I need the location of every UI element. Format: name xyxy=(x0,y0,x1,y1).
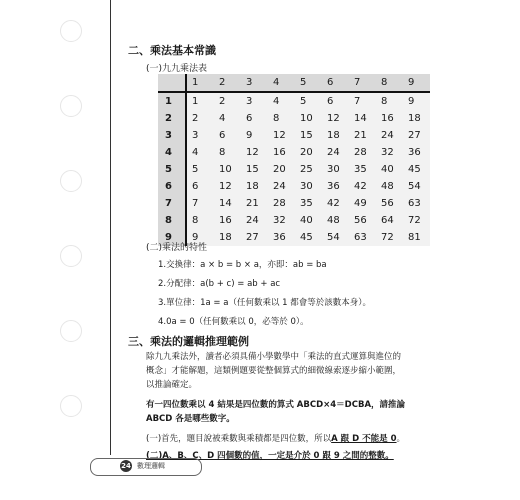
table-cell: 45 xyxy=(295,229,322,246)
table-cell: 14 xyxy=(214,195,241,212)
property-item: 4.0a = 0（任何數乘以 0，必等於 0）。 xyxy=(158,317,309,327)
table-cell: 54 xyxy=(403,178,430,195)
paragraph-line: 除九九乘法外，讀者必須具備小學數學中「乘法的直式運算與進位的 xyxy=(146,352,402,362)
margin-rule xyxy=(110,0,111,455)
table-cell: 4 xyxy=(214,110,241,127)
table-cell: 24 xyxy=(268,178,295,195)
margin-decoration xyxy=(60,95,82,117)
table-cell: 1 xyxy=(186,92,214,110)
table-row xyxy=(158,195,430,212)
table-cell: 63 xyxy=(403,195,430,212)
table-column-header: 9 xyxy=(403,74,430,92)
table-row-header: 7 xyxy=(158,195,186,212)
table-cell: 7 xyxy=(186,195,214,212)
table-row-header: 3 xyxy=(158,127,186,144)
table-header-row xyxy=(158,74,430,92)
table-cell: 56 xyxy=(349,212,376,229)
table-cell: 8 xyxy=(268,110,295,127)
table-cell: 81 xyxy=(403,229,430,246)
table-cell: 6 xyxy=(214,127,241,144)
property-item: 1.交換律：a × b = b × a，亦即：ab = ba xyxy=(158,260,327,270)
table-cell: 4 xyxy=(186,144,214,161)
table-cell: 12 xyxy=(268,127,295,144)
table-cell: 12 xyxy=(214,178,241,195)
table-cell: 36 xyxy=(268,229,295,246)
table-row-header: 4 xyxy=(158,144,186,161)
table-cell: 3 xyxy=(186,127,214,144)
table-cell: 8 xyxy=(186,212,214,229)
property-item: 3.單位律：1a = a（任何數乘以 1 都會等於該數本身）。 xyxy=(158,298,372,308)
table-cell: 8 xyxy=(214,144,241,161)
page-number: 24 xyxy=(121,462,131,470)
table-column-header: 4 xyxy=(268,74,295,92)
paragraph-line: 概念」才能解題，這類例題要從整個算式的細微線索逐步縮小範圍， xyxy=(146,366,402,376)
table-cell: 28 xyxy=(268,195,295,212)
table-cell: 15 xyxy=(241,161,268,178)
table-column-header: 6 xyxy=(322,74,349,92)
table-cell: 6 xyxy=(186,178,214,195)
table-cell: 24 xyxy=(376,127,403,144)
table-row xyxy=(158,127,430,144)
problem-statement-line: 有一四位數乘以 4 結果是四位數的算式 ABCD×4＝DCBA，請推論 xyxy=(146,400,406,410)
margin-decoration xyxy=(60,20,82,42)
table-cell: 36 xyxy=(322,178,349,195)
table-cell: 16 xyxy=(376,110,403,127)
step-one-end: 。 xyxy=(396,434,406,444)
table-cell: 21 xyxy=(349,127,376,144)
table-cell: 54 xyxy=(322,229,349,246)
table-cell: 48 xyxy=(322,212,349,229)
table-column-header: 8 xyxy=(376,74,403,92)
section-heading: 三、乘法的邏輯推理範例 xyxy=(128,335,249,348)
table-cell: 9 xyxy=(241,127,268,144)
table-column-header: 1 xyxy=(186,74,214,92)
table-column-header: 3 xyxy=(241,74,268,92)
table-cell: 64 xyxy=(376,212,403,229)
table-row-header: 9 xyxy=(158,229,186,246)
table-row xyxy=(158,92,430,110)
table-cell: 7 xyxy=(349,92,376,110)
table-row xyxy=(158,144,430,161)
table-cell: 20 xyxy=(268,161,295,178)
table-cell: 45 xyxy=(403,161,430,178)
table-cell: 6 xyxy=(322,92,349,110)
table-cell: 48 xyxy=(376,178,403,195)
table-row xyxy=(158,161,430,178)
margin-decoration xyxy=(60,395,82,417)
table-row-header: 5 xyxy=(158,161,186,178)
step-one-emphasis: A 跟 D 不能是 0 xyxy=(331,434,397,444)
table-cell: 30 xyxy=(295,178,322,195)
table-cell: 42 xyxy=(322,195,349,212)
table-cell: 18 xyxy=(241,178,268,195)
table-cell: 30 xyxy=(322,161,349,178)
margin-decoration xyxy=(60,245,82,267)
table-row xyxy=(158,212,430,229)
table-cell: 12 xyxy=(241,144,268,161)
table-cell: 15 xyxy=(295,127,322,144)
table-cell: 8 xyxy=(376,92,403,110)
table-cell: 14 xyxy=(349,110,376,127)
table-row-header: 6 xyxy=(158,178,186,195)
table-cell: 4 xyxy=(268,92,295,110)
table-cell: 9 xyxy=(186,229,214,246)
table-cell: 16 xyxy=(214,212,241,229)
table-cell: 24 xyxy=(322,144,349,161)
table-cell: 2 xyxy=(186,110,214,127)
table-column-header: 2 xyxy=(214,74,241,92)
table-row xyxy=(158,178,430,195)
table-cell: 2 xyxy=(214,92,241,110)
table-cell: 5 xyxy=(295,92,322,110)
table-cell: 40 xyxy=(376,161,403,178)
table-cell: 56 xyxy=(376,195,403,212)
table-cell: 25 xyxy=(295,161,322,178)
table-cell: 35 xyxy=(349,161,376,178)
table-cell: 28 xyxy=(349,144,376,161)
footer-label: 數理邏輯 xyxy=(137,462,165,470)
table-cell: 49 xyxy=(349,195,376,212)
table-cell: 10 xyxy=(214,161,241,178)
table-cell: 5 xyxy=(186,161,214,178)
table-cell: 42 xyxy=(349,178,376,195)
problem-statement-line: ABCD 各是哪些數字。 xyxy=(146,414,235,424)
table-cell: 24 xyxy=(241,212,268,229)
subheading-multiplication-table: (一)九九乘法表 xyxy=(146,64,208,74)
table-column-header: 5 xyxy=(295,74,322,92)
paragraph-line: 以推論確定。 xyxy=(146,380,198,390)
table-cell: 18 xyxy=(214,229,241,246)
table-cell: 21 xyxy=(241,195,268,212)
left-margin xyxy=(0,0,108,500)
table-row xyxy=(158,110,430,127)
table-cell: 36 xyxy=(403,144,430,161)
table-cell: 63 xyxy=(349,229,376,246)
table-cell: 18 xyxy=(403,110,430,127)
table-cell: 16 xyxy=(268,144,295,161)
step-one xyxy=(146,432,496,446)
section-heading: 二、乘法基本常識 xyxy=(128,44,216,57)
table-row-header: 2 xyxy=(158,110,186,127)
table-cell: 35 xyxy=(295,195,322,212)
table-row-header: 8 xyxy=(158,212,186,229)
table-cell: 27 xyxy=(241,229,268,246)
table-cell: 9 xyxy=(403,92,430,110)
table-cell: 12 xyxy=(322,110,349,127)
table-cell: 3 xyxy=(241,92,268,110)
table-cell: 18 xyxy=(322,127,349,144)
table-corner-cell xyxy=(158,74,186,92)
table-cell: 72 xyxy=(403,212,430,229)
table-cell: 27 xyxy=(403,127,430,144)
table-cell: 6 xyxy=(241,110,268,127)
table-cell: 72 xyxy=(376,229,403,246)
step-two: (二)A、B、C、D 四個數的值，一定是介於 0 跟 9 之間的整數。 xyxy=(146,451,394,461)
table-cell: 32 xyxy=(268,212,295,229)
step-one-text: (一)首先，題目說被乘數與乘積都是四位數，所以 xyxy=(146,434,332,444)
property-item: 2.分配律：a(b + c) = ab + ac xyxy=(158,279,281,289)
table-cell: 40 xyxy=(295,212,322,229)
table-column-header: 7 xyxy=(349,74,376,92)
subheading-properties: (二)乘法的特性 xyxy=(146,243,208,253)
table-cell: 10 xyxy=(295,110,322,127)
table-row-header: 1 xyxy=(158,92,186,110)
multiplication-table xyxy=(158,74,430,246)
margin-decoration xyxy=(60,320,82,342)
table-cell: 32 xyxy=(376,144,403,161)
margin-decoration xyxy=(60,170,82,192)
table-cell: 20 xyxy=(295,144,322,161)
